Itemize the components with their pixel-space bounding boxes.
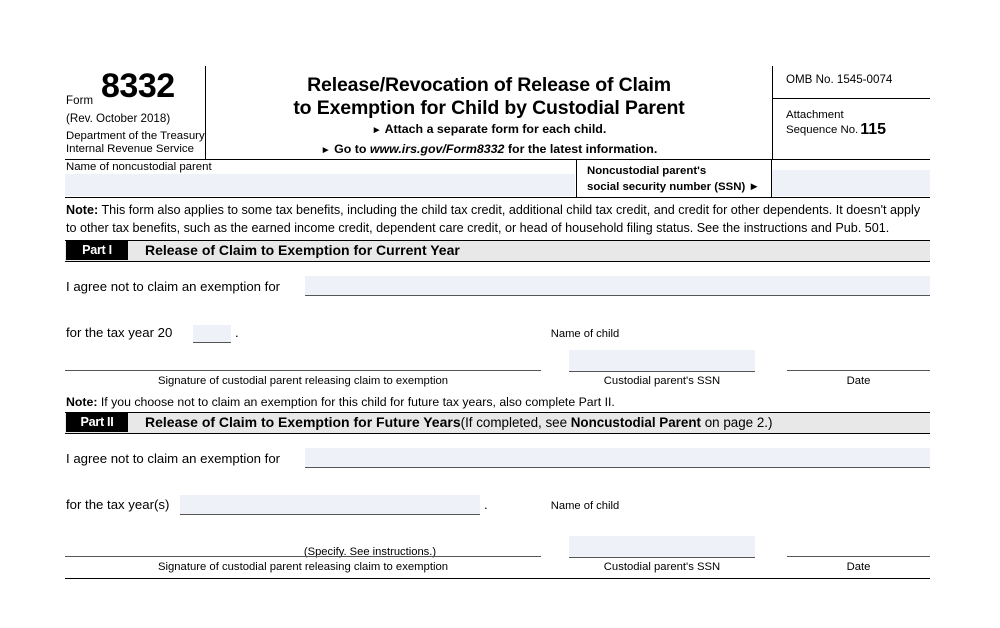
department-line-2: Internal Revenue Service [66, 143, 194, 155]
part-2-years-period: . [484, 497, 488, 512]
part-1-date-line[interactable] [787, 370, 930, 371]
noncustodial-parent-ssn-label [577, 160, 772, 197]
part-1-year-period: . [235, 325, 239, 340]
attachment-label-line-2: Sequence No. [786, 123, 859, 136]
part-2-agree-text: I agree not to claim an exemption for [66, 451, 281, 466]
form-title-line-2: to Exemption for Child by Custodial Parent [293, 96, 685, 119]
issuing-agency [66, 130, 205, 156]
part-2-signature-row [65, 542, 930, 574]
form-title-line-1: Release/Revocation of Release of Claim [307, 74, 671, 96]
part-1-signature-caption: Signature of custodial parent releasing claim to exemption [157, 375, 449, 387]
part-2-signature-line[interactable] [65, 556, 541, 557]
noncustodial-parent-row [65, 160, 930, 198]
form-title-block [206, 66, 772, 159]
form-word-label: Form [66, 95, 94, 107]
noncustodial-parent-ssn-cell [772, 160, 930, 197]
note-bold-label: Note: [66, 203, 99, 217]
department-line-1: Department of the Treasury [66, 130, 205, 142]
goto-suffix-text: for the latest information. [507, 141, 658, 156]
part-2-child-name-caption: Name of child [550, 500, 620, 512]
part-1-child-name-input[interactable] [305, 276, 930, 296]
part-2-note [65, 392, 930, 412]
part-1-title: Release of Claim to Exemption for Current Year [145, 242, 460, 258]
part-2-custodial-ssn-input[interactable] [569, 536, 755, 558]
general-note [65, 198, 930, 241]
part-2-agree-row [65, 448, 930, 472]
part-1-agree-row [65, 276, 930, 300]
part-2-tag: Part II [66, 413, 128, 432]
goto-prefix-text: Go to [334, 141, 367, 156]
attachment-sequence-number: 115 [860, 120, 887, 138]
part-1-year-row [65, 322, 930, 346]
part-2-years-row [65, 494, 930, 518]
part-2-header [65, 412, 930, 434]
part-1-header [65, 241, 930, 262]
part-1-signature-line[interactable] [65, 370, 541, 371]
part-1-signature-row [65, 356, 930, 392]
part-1-custodial-ssn-caption: Custodial parent's SSN [603, 375, 721, 387]
form-url-link[interactable]: www.irs.gov/Form8332 [369, 141, 505, 156]
attach-instruction-text: Attach a separate form for each child. [384, 122, 607, 136]
form-number: 8332 [101, 67, 175, 105]
attachment-label-line-1: Attachment [786, 109, 844, 121]
form-bottom-rule [65, 578, 930, 579]
part-2-title [145, 413, 772, 432]
omb-attachment-block [772, 66, 930, 159]
right-arrow-icon: ► [320, 144, 331, 156]
part-2-title-main: Release of Claim to Exemption for Future Years [145, 414, 461, 430]
form-title [206, 74, 772, 119]
goto-instruction [206, 142, 772, 159]
part-2-note-body-text: If you choose not to claim an exemption for this child for future tax years, also complete Part II. [97, 395, 615, 409]
part-1-body [65, 276, 930, 356]
part-1-agree-text: I agree not to claim an exemption for [66, 279, 281, 294]
part-2-date-caption: Date [846, 561, 871, 573]
form-identifier-block [65, 66, 206, 159]
part-2-years-input[interactable] [180, 495, 480, 515]
part-2-signature-caption: Signature of custodial parent releasing claim to exemption [157, 561, 449, 573]
noncustodial-parent-name-cell [65, 160, 577, 197]
form-8332-page [65, 66, 930, 580]
noncustodial-parent-name-label: Name of noncustodial parent [66, 161, 212, 173]
note-body-text: This form also applies to some tax benefits, including the child tax credit, additional child tax credit, and credit for other dependents. It doesn't apply to other tax benefits, such as the earned income credit, dependent care credit, or head of household filing status. See the instructions and Pub. 501. [66, 203, 921, 235]
noncustodial-parent-ssn-input[interactable] [772, 170, 930, 196]
form-header [65, 66, 930, 160]
part-2-child-name-input[interactable] [305, 448, 930, 468]
part-1-year-input[interactable] [193, 325, 231, 343]
part-2-custodial-ssn-caption: Custodial parent's SSN [603, 561, 721, 573]
part-1-date-caption: Date [846, 375, 871, 387]
part-2-years-prefix: for the tax year(s) [66, 497, 170, 512]
part-2-body [65, 448, 930, 558]
part-2-title-paren-close: on page 2.) [700, 415, 773, 430]
part-2-title-paren-bold: Noncustodial Parent [570, 415, 701, 430]
part-2-specify-caption: (Specify. See instructions.) [303, 546, 437, 558]
part-2-title-paren-open: (If completed, see [460, 415, 571, 430]
attach-instruction [206, 122, 772, 139]
omb-number: OMB No. 1545-0074 [773, 66, 930, 99]
noncustodial-parent-name-input[interactable] [65, 174, 575, 196]
part-1-tag: Part I [66, 241, 128, 260]
attachment-sequence [773, 99, 930, 137]
part-1-child-name-caption: Name of child [550, 328, 620, 340]
right-arrow-icon: ► [371, 125, 382, 136]
part-1-year-prefix: for the tax year 20 [66, 325, 173, 340]
part-2-date-line[interactable] [787, 556, 930, 557]
form-revision-date: (Rev. October 2018) [66, 112, 171, 125]
part-2-note-bold-label: Note: [66, 395, 98, 409]
part-1-custodial-ssn-input[interactable] [569, 350, 755, 372]
ssn-label-line-1: Noncustodial parent's [587, 165, 707, 177]
right-arrow-icon: ► [748, 181, 760, 193]
ssn-label-line-2: social security number (SSN) [587, 181, 746, 193]
